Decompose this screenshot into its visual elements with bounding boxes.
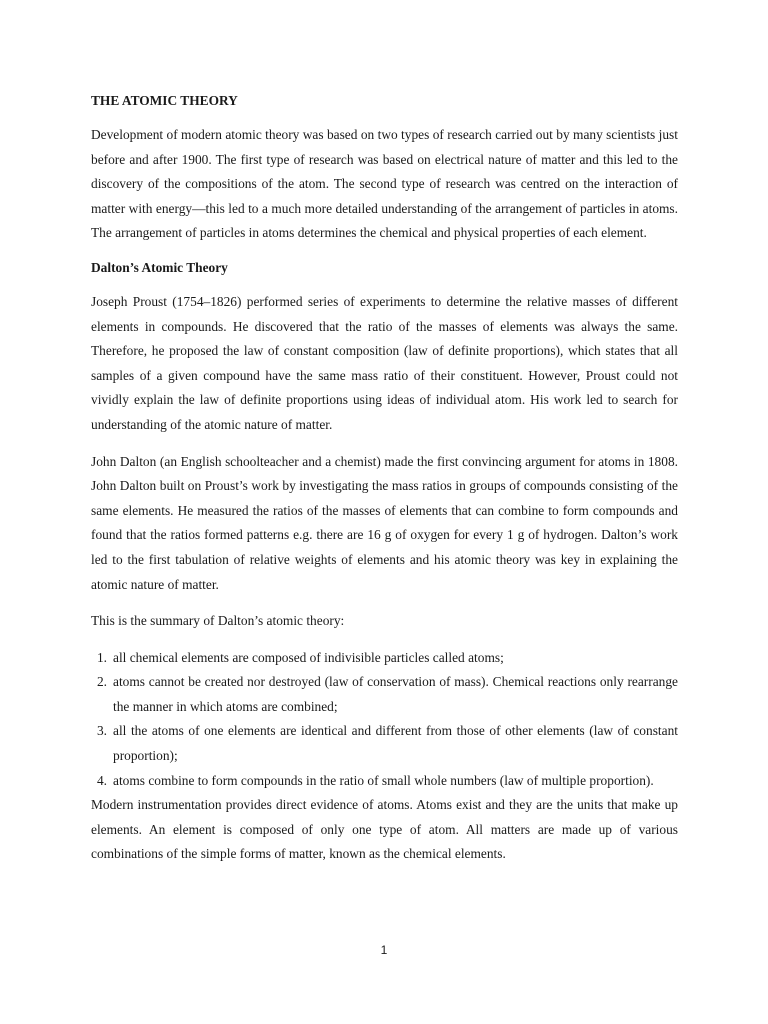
list-item-number: 4. (96, 772, 107, 788)
list-item-number: 1. (96, 649, 107, 665)
summary-list (91, 646, 678, 794)
list-item (91, 670, 678, 719)
document-title: THE ATOMIC THEORY (91, 93, 238, 108)
list-item-text: atoms cannot be created nor destroyed (law of conservation of mass). Chemical reactions only rearrange the manner in which atoms are combined; (113, 674, 678, 714)
intro-paragraph: Development of modern atomic theory was based on two types of research carried out by many scientists just before and after 1900. The first type of research was based on electrical nature of matter and this led to the discovery of the compositions of the atom. The second type of research was centred on the interaction of matter with energy—this led to a much more detailed understanding of the arrangement of particles in atoms. The arrangement of particles in atoms determines the chemical and physical properties of each element. (91, 127, 678, 241)
proust-paragraph: Joseph Proust (1754–1826) performed series of experiments to determine the relative masses of different elements in compounds. He discovered that the ratio of the masses of elements was always the same. Therefore, he proposed the law of constant composition (law of definite proportions), which states that all samples of a given compound have the same mass ratio of their constituent. However, Proust could not vividly explain the law of definite proportions using ideas of individual atom. His work led to search for understanding of the atomic nature of matter. (91, 293, 678, 432)
list-item-number: 3. (96, 723, 107, 739)
list-item (91, 646, 678, 671)
list-item-number: 2. (96, 674, 107, 690)
closing-paragraph: Modern instrumentation provides direct evidence of atoms. Atoms exist and they are the units that make up elements. An element is composed of only one type of atom. All matters are made up of various combinations of the simple forms of matter, known as the chemical elements. (91, 797, 678, 862)
page-number: 1 (380, 943, 388, 957)
list-item-text: atoms combine to form compounds in the ratio of small whole numbers (law of multiple proportion). (113, 772, 654, 788)
document-body (91, 91, 678, 867)
list-item (91, 719, 678, 768)
list-item-text: all the atoms of one elements are identical and different from those of other elements (law of constant proportion); (113, 723, 678, 764)
section-heading: Dalton’s Atomic Theory (91, 259, 228, 275)
list-item (91, 769, 678, 794)
summary-intro: This is the summary of Dalton’s atomic theory: (91, 613, 345, 629)
list-item-text: all chemical elements are composed of indivisible particles called atoms; (113, 649, 504, 665)
dalton-paragraph: John Dalton (an English schoolteacher and a chemist) made the first convincing argument for atoms in 1808. John Dalton built on Proust’s work by investigating the mass ratios in groups of compounds consisting of the same elements. He measured the ratios of the masses of elements that can combine to form compounds and found that the ratios formed patterns e.g. there are 16 g of oxygen for every 1 g of hydrogen. Dalton’s work led to the first tabulation of relative weights of elements and his atomic theory was key in explaining the atomic nature of matter. (91, 453, 678, 592)
